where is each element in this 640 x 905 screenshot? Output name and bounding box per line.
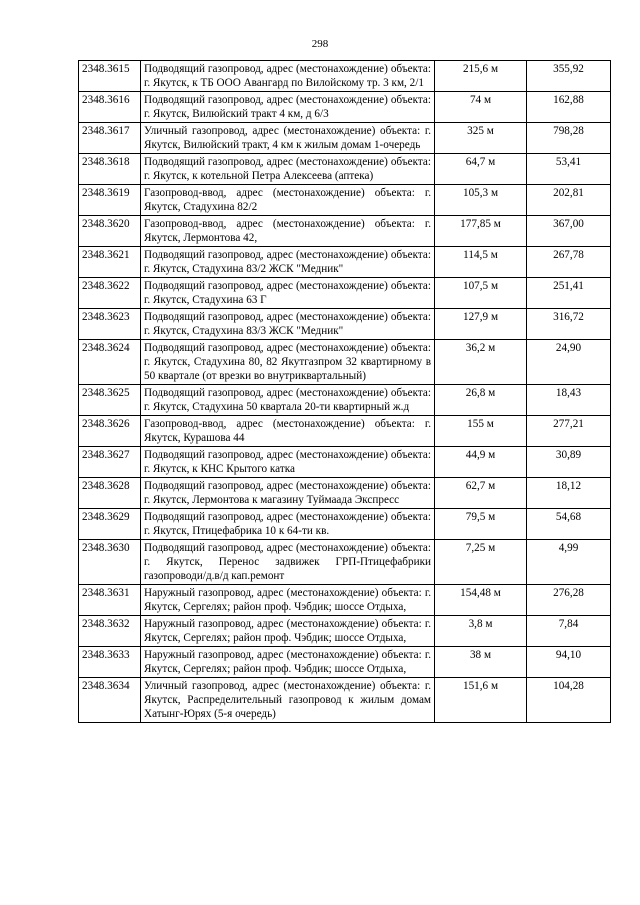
row-length-cell: 64,7 м xyxy=(435,154,527,185)
row-length-cell: 38 м xyxy=(435,647,527,678)
row-length-cell: 36,2 м xyxy=(435,340,527,385)
table-row xyxy=(79,478,611,509)
row-id-cell: 2348.3624 xyxy=(79,340,141,385)
row-length-cell: 107,5 м xyxy=(435,278,527,309)
row-length-cell: 177,85 м xyxy=(435,216,527,247)
row-length-cell: 154,48 м xyxy=(435,585,527,616)
row-id-cell: 2348.3618 xyxy=(79,154,141,185)
row-value-cell: 4,99 xyxy=(527,540,611,585)
row-description-cell: Газопровод-ввод, адрес (местонахождение) объекта: г. Якутск, Лермонтова 42, xyxy=(141,216,435,247)
row-value-cell: 251,41 xyxy=(527,278,611,309)
row-value-cell: 104,28 xyxy=(527,678,611,723)
row-length-cell: 26,8 м xyxy=(435,385,527,416)
row-length-cell: 151,6 м xyxy=(435,678,527,723)
row-length-cell: 155 м xyxy=(435,416,527,447)
row-value-cell: 367,00 xyxy=(527,216,611,247)
row-length-cell: 62,7 м xyxy=(435,478,527,509)
registry-table xyxy=(78,60,611,723)
row-id-cell: 2348.3625 xyxy=(79,385,141,416)
row-description-cell: Наружный газопровод, адрес (местонахождение) объекта: г. Якутск, Сергелях; район проф. Чэбдик; шоссе Отдыха, xyxy=(141,585,435,616)
row-value-cell: 24,90 xyxy=(527,340,611,385)
row-id-cell: 2348.3617 xyxy=(79,123,141,154)
row-value-cell: 18,43 xyxy=(527,385,611,416)
row-id-cell: 2348.3627 xyxy=(79,447,141,478)
table-row xyxy=(79,540,611,585)
row-id-cell: 2348.3629 xyxy=(79,509,141,540)
row-description-cell: Подводящий газопровод, адрес (местонахождение) объекта: г. Якутск, Стадухина 50 квартала 20-ти квартирный ж.д xyxy=(141,385,435,416)
table-body xyxy=(79,61,611,723)
row-length-cell: 325 м xyxy=(435,123,527,154)
row-value-cell: 276,28 xyxy=(527,585,611,616)
table-row xyxy=(79,123,611,154)
row-value-cell: 267,78 xyxy=(527,247,611,278)
row-description-cell: Подводящий газопровод, адрес (местонахождение) объекта: г. Якутск, Перенос задвижек ГРП-Птицефабрики газопроводи/д.в/д кап.ремонт xyxy=(141,540,435,585)
table-row xyxy=(79,678,611,723)
row-id-cell: 2348.3620 xyxy=(79,216,141,247)
table-row xyxy=(79,585,611,616)
row-value-cell: 277,21 xyxy=(527,416,611,447)
row-description-cell: Подводящий газопровод, адрес (местонахождение) объекта: г. Якутск, к котельной Петра Алексеева (аптека) xyxy=(141,154,435,185)
row-length-cell: 105,3 м xyxy=(435,185,527,216)
row-description-cell: Подводящий газопровод, адрес (местонахождение) объекта: г. Якутск, Стадухина 83/2 ЖСК "Медник" xyxy=(141,247,435,278)
table-row xyxy=(79,309,611,340)
row-id-cell: 2348.3623 xyxy=(79,309,141,340)
row-description-cell: Наружный газопровод, адрес (местонахождение) объекта: г. Якутск, Сергелях; район проф. Чэбдик; шоссе Отдыха, xyxy=(141,647,435,678)
table-row xyxy=(79,61,611,92)
table-row xyxy=(79,154,611,185)
row-length-cell: 3,8 м xyxy=(435,616,527,647)
row-length-cell: 79,5 м xyxy=(435,509,527,540)
row-id-cell: 2348.3621 xyxy=(79,247,141,278)
table-row xyxy=(79,616,611,647)
row-length-cell: 74 м xyxy=(435,92,527,123)
row-description-cell: Уличный газопровод, адрес (местонахождение) объекта: г. Якутск, Распределительный газопровод к жилым домам Хатынг-Юрях (5-я очередь) xyxy=(141,678,435,723)
row-id-cell: 2348.3615 xyxy=(79,61,141,92)
table-row xyxy=(79,647,611,678)
row-length-cell: 44,9 м xyxy=(435,447,527,478)
row-id-cell: 2348.3616 xyxy=(79,92,141,123)
row-description-cell: Подводящий газопровод, адрес (местонахождение) объекта: г. Якутск, Вилюйский тракт 4 км, д 6/3 xyxy=(141,92,435,123)
table-row xyxy=(79,447,611,478)
row-value-cell: 7,84 xyxy=(527,616,611,647)
row-id-cell: 2348.3630 xyxy=(79,540,141,585)
row-length-cell: 114,5 м xyxy=(435,247,527,278)
row-description-cell: Подводящий газопровод, адрес (местонахождение) объекта: г. Якутск, Стадухина 83/3 ЖСК "Медник" xyxy=(141,309,435,340)
row-value-cell: 18,12 xyxy=(527,478,611,509)
row-id-cell: 2348.3634 xyxy=(79,678,141,723)
table-row xyxy=(79,509,611,540)
row-value-cell: 54,68 xyxy=(527,509,611,540)
row-length-cell: 7,25 м xyxy=(435,540,527,585)
row-description-cell: Наружный газопровод, адрес (местонахождение) объекта: г. Якутск, Сергелях; район проф. Чэбдик; шоссе Отдыха, xyxy=(141,616,435,647)
row-value-cell: 94,10 xyxy=(527,647,611,678)
row-value-cell: 202,81 xyxy=(527,185,611,216)
row-description-cell: Подводящий газопровод, адрес (местонахождение) объекта: г. Якутск, Стадухина 80, 82 Якутгазпром 32 квартирному в 50 квартале (от врезки во внутриквартальный) xyxy=(141,340,435,385)
row-id-cell: 2348.3622 xyxy=(79,278,141,309)
row-value-cell: 162,88 xyxy=(527,92,611,123)
row-value-cell: 316,72 xyxy=(527,309,611,340)
table-row xyxy=(79,247,611,278)
row-length-cell: 127,9 м xyxy=(435,309,527,340)
table-row xyxy=(79,185,611,216)
row-id-cell: 2348.3632 xyxy=(79,616,141,647)
row-value-cell: 355,92 xyxy=(527,61,611,92)
row-description-cell: Уличный газопровод, адрес (местонахождение) объекта: г. Якутск, Вилюйский тракт, 4 км к жилым домам 1-очередь xyxy=(141,123,435,154)
row-id-cell: 2348.3619 xyxy=(79,185,141,216)
table-row xyxy=(79,216,611,247)
row-description-cell: Газопровод-ввод, адрес (местонахождение) объекта: г. Якутск, Стадухина 82/2 xyxy=(141,185,435,216)
row-description-cell: Подводящий газопровод, адрес (местонахождение) объекта: г. Якутск, к КНС Крытого катка xyxy=(141,447,435,478)
row-id-cell: 2348.3628 xyxy=(79,478,141,509)
row-description-cell: Подводящий газопровод, адрес (местонахождение) объекта: г. Якутск, Лермонтова к магазину Туймаада Экспресс xyxy=(141,478,435,509)
row-value-cell: 30,89 xyxy=(527,447,611,478)
row-value-cell: 53,41 xyxy=(527,154,611,185)
row-length-cell: 215,6 м xyxy=(435,61,527,92)
table-row xyxy=(79,340,611,385)
table-row xyxy=(79,416,611,447)
page-number: 298 xyxy=(311,38,329,50)
row-description-cell: Газопровод-ввод, адрес (местонахождение) объекта: г. Якутск, Курашова 44 xyxy=(141,416,435,447)
row-id-cell: 2348.3631 xyxy=(79,585,141,616)
row-description-cell: Подводящий газопровод, адрес (местонахождение) объекта: г. Якутск, Стадухина 63 Г xyxy=(141,278,435,309)
table-row xyxy=(79,278,611,309)
row-description-cell: Подводящий газопровод, адрес (местонахождение) объекта: г. Якутск, Птицефабрика 10 к 64-ти кв. xyxy=(141,509,435,540)
row-value-cell: 798,28 xyxy=(527,123,611,154)
row-id-cell: 2348.3626 xyxy=(79,416,141,447)
row-description-cell: Подводящий газопровод, адрес (местонахождение) объекта: г. Якутск, к ТБ ООО Авангард по Вилойскому тр. 3 км, 2/1 xyxy=(141,61,435,92)
table-row xyxy=(79,92,611,123)
table-row xyxy=(79,385,611,416)
row-id-cell: 2348.3633 xyxy=(79,647,141,678)
